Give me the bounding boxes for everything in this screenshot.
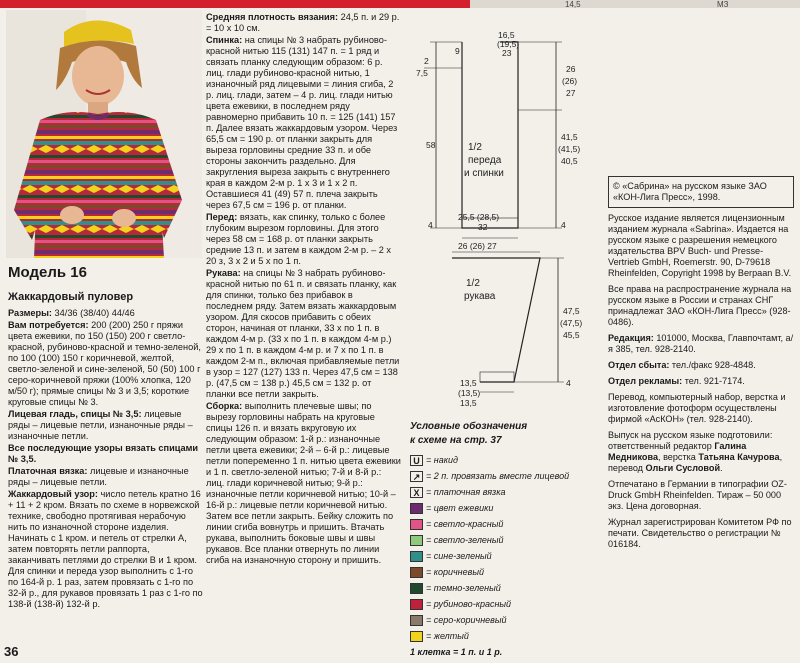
dim-height: 58 (426, 140, 436, 150)
redaction-line: Редакция: 101000, Москва, Главпочтамт, а/я 385, тел. 928-2140. (608, 333, 794, 354)
top-number-right: MЗ (717, 0, 729, 9)
legend-title-line-1: Условные обозначения (410, 421, 528, 432)
front-label-3: и спинки (464, 168, 504, 179)
legend-swatch (410, 551, 423, 562)
dim-side: 41,5 (561, 132, 578, 142)
sizes-paragraph: Размеры: 34/36 (38/40) 44/46 (8, 308, 135, 318)
legend-swatch (410, 567, 423, 578)
dim-sleeve-hem: 4 (566, 378, 571, 388)
legend-swatch (410, 615, 423, 626)
legend-item: = светло-зеленый (410, 532, 569, 548)
dim-side-3: 40,5 (561, 156, 578, 166)
legend-item: U = накид (410, 452, 569, 468)
legend-title-line-2: к схеме на стр. 37 (410, 435, 502, 446)
top-strip-red (0, 0, 470, 8)
legend-swatch (410, 535, 423, 546)
jacquard-paragraph: Жаккардовый узор: число петель кратно 16 + 11 + 2 кром. Вязать по схеме в норвежской технике, свободно протягивая нерабочую нить по изнаночной стороне изделия. Начинать с 1 кром. и петель от стрелки А, затем повторять петли раппорта, заканчивать петлями до стрелки В и 1 кром. Для спинки и переда узор выполнить с 1-го по 164-й р. 1 раз, затем провязать с 1-го по 32-й р., для рукавов провязать 1 раз с 1-го по 138-й (138-й) 132-й р. (8, 489, 203, 609)
ads-line: Отдел рекламы: тел. 921-7174. (608, 376, 745, 386)
legend-item: = сине-зеленый (410, 548, 569, 564)
sleeve-schematic (430, 240, 610, 410)
legend-swatch (410, 503, 423, 514)
license-paragraph: Русское издание является лицензионным изданием журнала «Sabrina». Издается на русском языке с разрешения немецкого издательства BPV Buch- und Presse-Vertrieb GmbH, Roemerstr. 90, D-79618 Rheinfelden, Copyright 1998 by Berpaan B.V. (608, 213, 792, 278)
sales-line: Отдел сбыта: тел./факс 928-4848. (608, 360, 756, 370)
registration-paragraph: Журнал зарегистрирован Комитетом РФ по печати. Свидетельство о регистрации № 016184. (608, 517, 792, 549)
dim-hem: 4 (428, 220, 433, 230)
dim-neck-left: 9 (455, 46, 460, 56)
sleeves-paragraph: Рукава: на спицы № 3 набрать рубиново-красной нитью по 61 п. и связать планку, как для спинки, только без прибавок в последнем ряду. Затем вязать жаккардовым узором. Для скосов прибавить с обеих сторон, начиная от планки, 33 х по 1 п. в каждом 4-м р. (33 х по 1 п. в каждом 4-м р.) 29 х по 1 п. в каждом 4-м р. и 7 х по 1 п. в каждом 2-м п., включая прибавляемые петли в узор = 127 (127) 133 п. Через 47,5 см = 138 р. (47,5 см = 138 р.) 45,5 см = 132 р. от планки все петли закрыть. (206, 268, 400, 399)
legend-item: ↗ = 2 п. провязать вместе лицевой (410, 468, 569, 484)
legend-item: X = платочная вязка (410, 484, 569, 500)
top-color-strip (0, 0, 800, 8)
front-label-2: переда (468, 155, 502, 166)
dim-neck-top-3: 23 (502, 48, 512, 58)
dim-armhole-3: 27 (566, 88, 576, 98)
dim-sleeve-top: 26 (26) 27 (458, 241, 497, 251)
page-number: 36 (4, 644, 19, 659)
materials-paragraph: Вам потребуется: 200 (200) 250 г пряжи цвета ежевики, по 150 (150) 200 г светло-красной, рубиново-красной и темно-зеленой, по 100 (100) 150 г коричневой, желтой, светло-зеленой и сине-зеленой, 50 (50) 100 г серо-коричневой пряжи (100% хлопка, 120 м/50 г); прямые спицы № 3 и 3,5; короткие круговые спицы № 3. (8, 320, 201, 407)
legend-list (410, 452, 569, 657)
legend-item: = серо-коричневый (410, 612, 569, 628)
model-title: Модель 16 (8, 264, 87, 281)
instructions-column-1 (8, 308, 204, 611)
stockinette-paragraph: Лицевая гладь, спицы № 3,5: лицевые ряды – лицевые петли, изнаночные ряды – изнаночные петли. (8, 409, 193, 441)
publication-info (608, 176, 794, 555)
gauge-paragraph: Средняя плотность вязания: 24,5 п. и 29 р. = 10 х 10 см. (206, 12, 400, 33)
legend-swatch: X (410, 487, 423, 498)
legend-item: = рубиново-красный (410, 596, 569, 612)
legend-item: = желтый (410, 628, 569, 644)
dim-neck-top: 16,5 (498, 30, 515, 40)
dim-sleeve-bottom: 13,5 (460, 378, 477, 388)
dim-armhole-2: (26) (562, 76, 578, 86)
dim-armhole: 26 (566, 64, 576, 74)
printing-paragraph: Отпечатано в Германии в типографии OZ-Druck GmbH Rheinfelden. Тираж – 50 000 экз. Цена договорная. (608, 479, 787, 511)
garter-paragraph: Платочная вязка: лицевые и изнаночные ряды – лицевые петли. (8, 466, 189, 487)
legend-item: = цвет ежевики (410, 500, 569, 516)
dim-bottom: 25,5 (28,5) (458, 212, 500, 222)
dim-hem-right: 4 (561, 220, 566, 230)
instructions-column-2 (206, 12, 402, 567)
model-subtitle: Жаккардовый пуловер (8, 291, 134, 303)
translation-paragraph: Перевод, компьютерный набор, верстка и изготовление фотоформ осуществлены фирмой «АсКОН» (тел. 928-2140). (608, 392, 786, 424)
dim-sleeve-len-2: (47,5) (560, 318, 583, 328)
top-number-left: 14,5 (565, 0, 581, 9)
dim-sleeve-len-3: 45,5 (563, 330, 580, 340)
dim-bottom-2: 32 (478, 222, 488, 232)
top-strip-grey (470, 0, 800, 8)
front-label-1: 1/2 (468, 142, 482, 153)
dim-sleeve-bottom-3: 13,5 (460, 398, 477, 408)
sleeve-label-1: 1/2 (466, 278, 480, 289)
legend-item: = коричневый (410, 564, 569, 580)
needles-note: Все последующие узоры вязать спицами № 3,5. (8, 443, 199, 464)
front-paragraph: Перед: вязать, как спинку, только с более глубоким вырезом горловины. Для этого через 58 см = 168 р. от планки закрыть средние 13 п. и затем в каждом 2-м р. – 2 х 20 з, 3 х 2 и 5 х по 1 п. (206, 212, 392, 266)
copyright-box: © «Сабрина» на русском языке ЗАО «КОН-Лига Пресс», 1998. (608, 176, 794, 208)
sleeve-label-2: рукава (464, 291, 496, 302)
dim-sleeve-len: 47,5 (563, 306, 580, 316)
legend-swatch: ↗ (410, 471, 423, 482)
legend-cell-note: 1 клетка = 1 п. и 1 р. (410, 647, 503, 657)
model-photo (6, 10, 202, 258)
dim-side-2: (41,5) (558, 144, 581, 154)
legend-swatch (410, 519, 423, 530)
editors-paragraph: Выпуск на русском языке подготовили: ответственный редактор Галина Медникова, верстка Татьяна Качурова, перевод Ольги Сусловой. (608, 430, 783, 473)
dim-neck-drop-2: 7,5 (416, 68, 428, 78)
dim-neck-drop: 2 (424, 56, 429, 66)
assembly-paragraph: Сборка: выполнить плечевые швы; по вырезу горловины набрать на круговые спицы 126 п. и вязать вкруговую их следующим образом: 1-й р.: изнаночные петли цвета ежевики; 2-й – 6-й р.: лицевые петли попеременно 1 п. нитью цвета ежевики и 1 п. светло-зеленой нитью; 7-й и 8-й р.: лиц. глади коричневой нитью; 9-й р.: изнаночные петли коричневой нитью; 10-й – 16-й р.: лицевые петли коричневой нитью. Затем все петли закрыть. Бейку сложить по линии сгиба вовнутрь и пришить. Втачать рукава, выполнить боковые швы и швы рукавов. Все планки отвернуть по линии сгиба на изнаночную сторону и пришить. (206, 401, 401, 565)
legend-swatch (410, 583, 423, 594)
back-paragraph: Спинка: на спицы № 3 набрать рубиново-красной нитью 115 (131) 147 п. = 1 ряд и связать планку следующим образом: 6 р. лиц. глади рубиново-красной нитью, 1 изнаночный ряд лицевыми = линия сгиба, 2 р. лиц. глади, затем – 4 р. лиц. глади нитью цвета ежевики, в последнем ряду равномерно прибавить 10 п. = 125 (141) 157 п. Далее вязать жаккардовым узором. Через 65,5 см = 190 р. от планки закрыть для выреза горловины средние 33 п. и обе стороны закончить раздельно. Для закругления выреза закрыть с внутреннего края в каждом 2-м р. 1 х 3 и 1 х 2 п. Оставшиеся 41 (49) 57 п. плеча закрыть через 67,5 см = 196 р. от планки. (206, 35, 398, 210)
dim-sleeve-bottom-2: (13,5) (458, 388, 481, 398)
legend-swatch: U (410, 455, 423, 466)
front-back-schematic (406, 30, 606, 240)
legend-swatch (410, 631, 423, 642)
dim-neck-top-2: (19,5) (497, 39, 520, 49)
legend-item: = темно-зеленый (410, 580, 569, 596)
legend-title (410, 420, 527, 448)
rights-paragraph: Все права на распространение журнала на русском языке в России и странах СНГ принадлежат ЗАО «КОН-Лига Пресс» (928-0486). (608, 284, 792, 327)
legend-swatch (410, 599, 423, 610)
legend-item: = светло-красный (410, 516, 569, 532)
